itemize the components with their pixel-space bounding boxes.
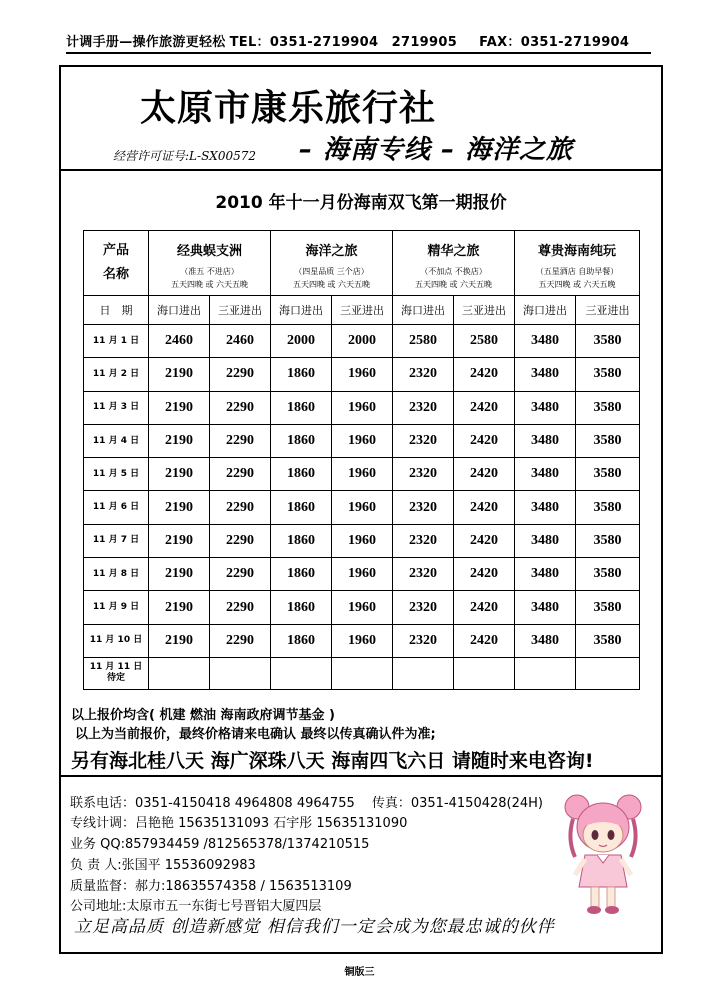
- price-cell: 2420: [454, 458, 515, 491]
- empty-cell: [393, 657, 454, 689]
- table-row: [84, 391, 640, 424]
- date-cell: 11 月 1 日: [84, 325, 149, 358]
- table-row: [84, 424, 640, 457]
- date-cell: 11 月 7 日: [84, 524, 149, 557]
- top-header-bar: [66, 34, 651, 54]
- header-fax: FAX：0351-2719904: [479, 35, 630, 50]
- empty-cell: [454, 657, 515, 689]
- price-cell: 2290: [210, 391, 271, 424]
- product-hotel: （五星酒店 自助早餐）: [535, 266, 619, 276]
- price-cell: 3480: [515, 591, 576, 624]
- price-cell: 3580: [576, 424, 640, 457]
- price-cell: 1860: [271, 558, 332, 591]
- price-cell: 3480: [515, 358, 576, 391]
- empty-cell: [515, 657, 576, 689]
- price-cell: 2320: [393, 491, 454, 524]
- product-label-2: 名称: [102, 267, 129, 282]
- price-cell: 2190: [149, 358, 210, 391]
- product-header: [393, 231, 515, 296]
- price-cell: 2320: [393, 458, 454, 491]
- price-cell: 2420: [454, 491, 515, 524]
- price-cell: 3580: [576, 391, 640, 424]
- route-subheader: 三亚进出: [210, 296, 271, 325]
- price-cell: 1860: [271, 591, 332, 624]
- price-cell: 1960: [332, 624, 393, 657]
- price-cell: 2290: [210, 424, 271, 457]
- empty-cell: [332, 657, 393, 689]
- price-cell: 3480: [515, 624, 576, 657]
- product-name: 尊贵海南纯玩: [538, 243, 617, 259]
- price-cell: 2420: [454, 624, 515, 657]
- price-cell: 2290: [210, 491, 271, 524]
- product-days: 五天四晚 或 六天五晚: [170, 279, 249, 289]
- table-row: [84, 591, 640, 624]
- price-cell: 2000: [332, 325, 393, 358]
- date-cell: 11 月 5 日: [84, 458, 149, 491]
- contact-address: 公司地址:太原市五一东街七号晋铝大厦四层: [70, 899, 322, 914]
- price-cell: 2190: [149, 491, 210, 524]
- price-cell: 2290: [210, 458, 271, 491]
- price-cell: 2320: [393, 624, 454, 657]
- price-table: [83, 230, 640, 690]
- date-cell: 11 月 2 日: [84, 358, 149, 391]
- route-subheader: 海口进出: [149, 296, 210, 325]
- company-name: 太原市康乐旅行社: [140, 88, 437, 129]
- route-subheader: 三亚进出: [576, 296, 640, 325]
- product-name: 精华之旅: [427, 243, 480, 259]
- price-cell: 1860: [271, 491, 332, 524]
- product-header-row: [84, 231, 640, 296]
- price-cell: 3580: [576, 325, 640, 358]
- table-row: [84, 624, 640, 657]
- price-cell: 1860: [271, 458, 332, 491]
- page-footer: 铜版三: [344, 967, 375, 978]
- price-includes-note: 以上报价均含( 机建 燃油 海南政府调节基金 ): [71, 708, 335, 723]
- product-days: 五天四晚 或 六天五晚: [538, 279, 616, 289]
- price-cell: 2290: [210, 558, 271, 591]
- product-name: 经典蜈支洲: [176, 243, 242, 259]
- other-routes-note: 另有海北桂八天 海广深珠八天 海南四飞六日 请随时来电咨询!: [71, 750, 594, 772]
- price-cell: 2190: [149, 424, 210, 457]
- date-label: 日 期: [84, 296, 149, 325]
- header-slogan: 计调手册—操作旅游更轻松: [66, 35, 226, 50]
- table-row: [84, 458, 640, 491]
- price-cell: 2320: [393, 358, 454, 391]
- price-cell: 2320: [393, 424, 454, 457]
- contact-supervisor: 质量监督：郝力:18635574358 / 1563513109: [70, 879, 352, 894]
- price-cell: 2290: [210, 591, 271, 624]
- route-subheader-row: [84, 296, 640, 325]
- date-cell: 11 月 10 日: [84, 624, 149, 657]
- empty-cell: [210, 657, 271, 689]
- date-cell: 11 月 9 日: [84, 591, 149, 624]
- price-cell: 3580: [576, 458, 640, 491]
- price-cell: 3580: [576, 358, 640, 391]
- price-cell: 2420: [454, 358, 515, 391]
- price-cell: 1860: [271, 524, 332, 557]
- price-cell: 3580: [576, 558, 640, 591]
- date-cell: 11 月 4 日: [84, 424, 149, 457]
- company-slogan: 立足高品质 创造新感觉 相信我们一定会成为您最忠诚的伙伴: [74, 917, 555, 937]
- price-cell: 3480: [515, 558, 576, 591]
- price-cell: 1960: [332, 424, 393, 457]
- price-cell: 3580: [576, 591, 640, 624]
- price-cell: 3480: [515, 424, 576, 457]
- price-cell: 2190: [149, 591, 210, 624]
- price-cell: 2320: [393, 591, 454, 624]
- date-cell: 11 月 3 日: [84, 391, 149, 424]
- price-cell: 3580: [576, 491, 640, 524]
- price-confirm-note: 以上为当前报价，最终价格请来电确认 最终以传真确认件为准;: [75, 727, 436, 742]
- price-cell: 2290: [210, 524, 271, 557]
- price-cell: 3480: [515, 491, 576, 524]
- price-cell: 2190: [149, 458, 210, 491]
- price-cell: 2190: [149, 391, 210, 424]
- price-cell: 1960: [332, 491, 393, 524]
- price-cell: 2290: [210, 358, 271, 391]
- route-subheader: 海口进出: [393, 296, 454, 325]
- table-row-pending: [84, 657, 640, 689]
- product-hotel: （不加点 不换店）: [420, 266, 487, 276]
- pending-date-cell: [84, 657, 149, 689]
- contact-phone: 联系电话：0351-4150418 4964808 4964755 传真：0351-4150428(24H): [70, 796, 543, 811]
- price-cell: 2460: [149, 325, 210, 358]
- table-row: [84, 558, 640, 591]
- license-number: 经营许可证号:L-SX00572: [113, 149, 257, 163]
- price-cell: 2580: [393, 325, 454, 358]
- product-days: 五天四晚 或 六天五晚: [414, 279, 493, 289]
- price-cell: 2420: [454, 558, 515, 591]
- price-cell: 2290: [210, 624, 271, 657]
- product-hotel: （四星品质 三个店）: [294, 266, 369, 276]
- date-cell: 11 月 6 日: [84, 491, 149, 524]
- price-cell: 1860: [271, 624, 332, 657]
- price-cell: 3580: [576, 624, 640, 657]
- table-row: [84, 524, 640, 557]
- price-cell: 1960: [332, 458, 393, 491]
- empty-cell: [576, 657, 640, 689]
- contact-qq: 业务 QQ:857934459 /812565378/1374210515: [70, 837, 370, 852]
- route-subheader: 三亚进出: [332, 296, 393, 325]
- price-rows: [84, 325, 640, 658]
- price-cell: 2320: [393, 524, 454, 557]
- product-label-cell: [84, 231, 149, 296]
- pending-label: 待定: [106, 673, 125, 684]
- price-cell: 1960: [332, 591, 393, 624]
- price-cell: 1960: [332, 558, 393, 591]
- title-divider: [61, 169, 661, 171]
- empty-cell: [149, 657, 210, 689]
- price-cell: 1960: [332, 358, 393, 391]
- price-cell: 2420: [454, 524, 515, 557]
- contact-manager: 负 责 人:张国平 15536092983: [70, 858, 256, 873]
- route-subheader: 三亚进出: [454, 296, 515, 325]
- price-cell: 2420: [454, 424, 515, 457]
- price-cell: 3480: [515, 325, 576, 358]
- product-header: [515, 231, 640, 296]
- contact-divider: [61, 775, 661, 777]
- product-hotel: （准五 不进店）: [180, 266, 239, 276]
- price-cell: 2460: [210, 325, 271, 358]
- product-label-1: 产品: [102, 243, 129, 258]
- price-cell: 3480: [515, 524, 576, 557]
- price-cell: 1860: [271, 391, 332, 424]
- product-header: [149, 231, 271, 296]
- route-subheader: 海口进出: [515, 296, 576, 325]
- route-title: – 海南专线 – 海洋之旅: [299, 135, 574, 165]
- price-cell: 1960: [332, 524, 393, 557]
- price-cell: 3580: [576, 524, 640, 557]
- price-list-title: 2010 年十一月份海南双飞第一期报价: [215, 193, 507, 213]
- price-cell: 3480: [515, 391, 576, 424]
- price-cell: 2190: [149, 624, 210, 657]
- table-row: [84, 358, 640, 391]
- route-subheader: 海口进出: [271, 296, 332, 325]
- table-row: [84, 491, 640, 524]
- contact-planner: 专线计调：吕艳艳 15635131093 石宇彤 15635131090: [70, 816, 408, 831]
- empty-cell: [271, 657, 332, 689]
- pending-date: 11 月 11 日: [89, 662, 143, 673]
- price-cell: 2420: [454, 591, 515, 624]
- price-cell: 3480: [515, 458, 576, 491]
- document-frame: [59, 65, 663, 954]
- product-header: [271, 231, 393, 296]
- product-days: 五天四晚 或 六天五晚: [292, 279, 371, 289]
- price-cell: 2190: [149, 524, 210, 557]
- product-name: 海洋之旅: [305, 243, 358, 259]
- price-cell: 2320: [393, 558, 454, 591]
- price-cell: 2580: [454, 325, 515, 358]
- cartoon-girl-illustration: [563, 789, 643, 917]
- date-cell: 11 月 8 日: [84, 558, 149, 591]
- price-cell: 1960: [332, 391, 393, 424]
- price-cell: 2000: [271, 325, 332, 358]
- price-cell: 1860: [271, 424, 332, 457]
- price-cell: 1860: [271, 358, 332, 391]
- header-tel: TEL：0351-2719904 2719905: [229, 35, 458, 50]
- price-cell: 2190: [149, 558, 210, 591]
- table-row: [84, 325, 640, 358]
- price-cell: 2420: [454, 391, 515, 424]
- price-cell: 2320: [393, 391, 454, 424]
